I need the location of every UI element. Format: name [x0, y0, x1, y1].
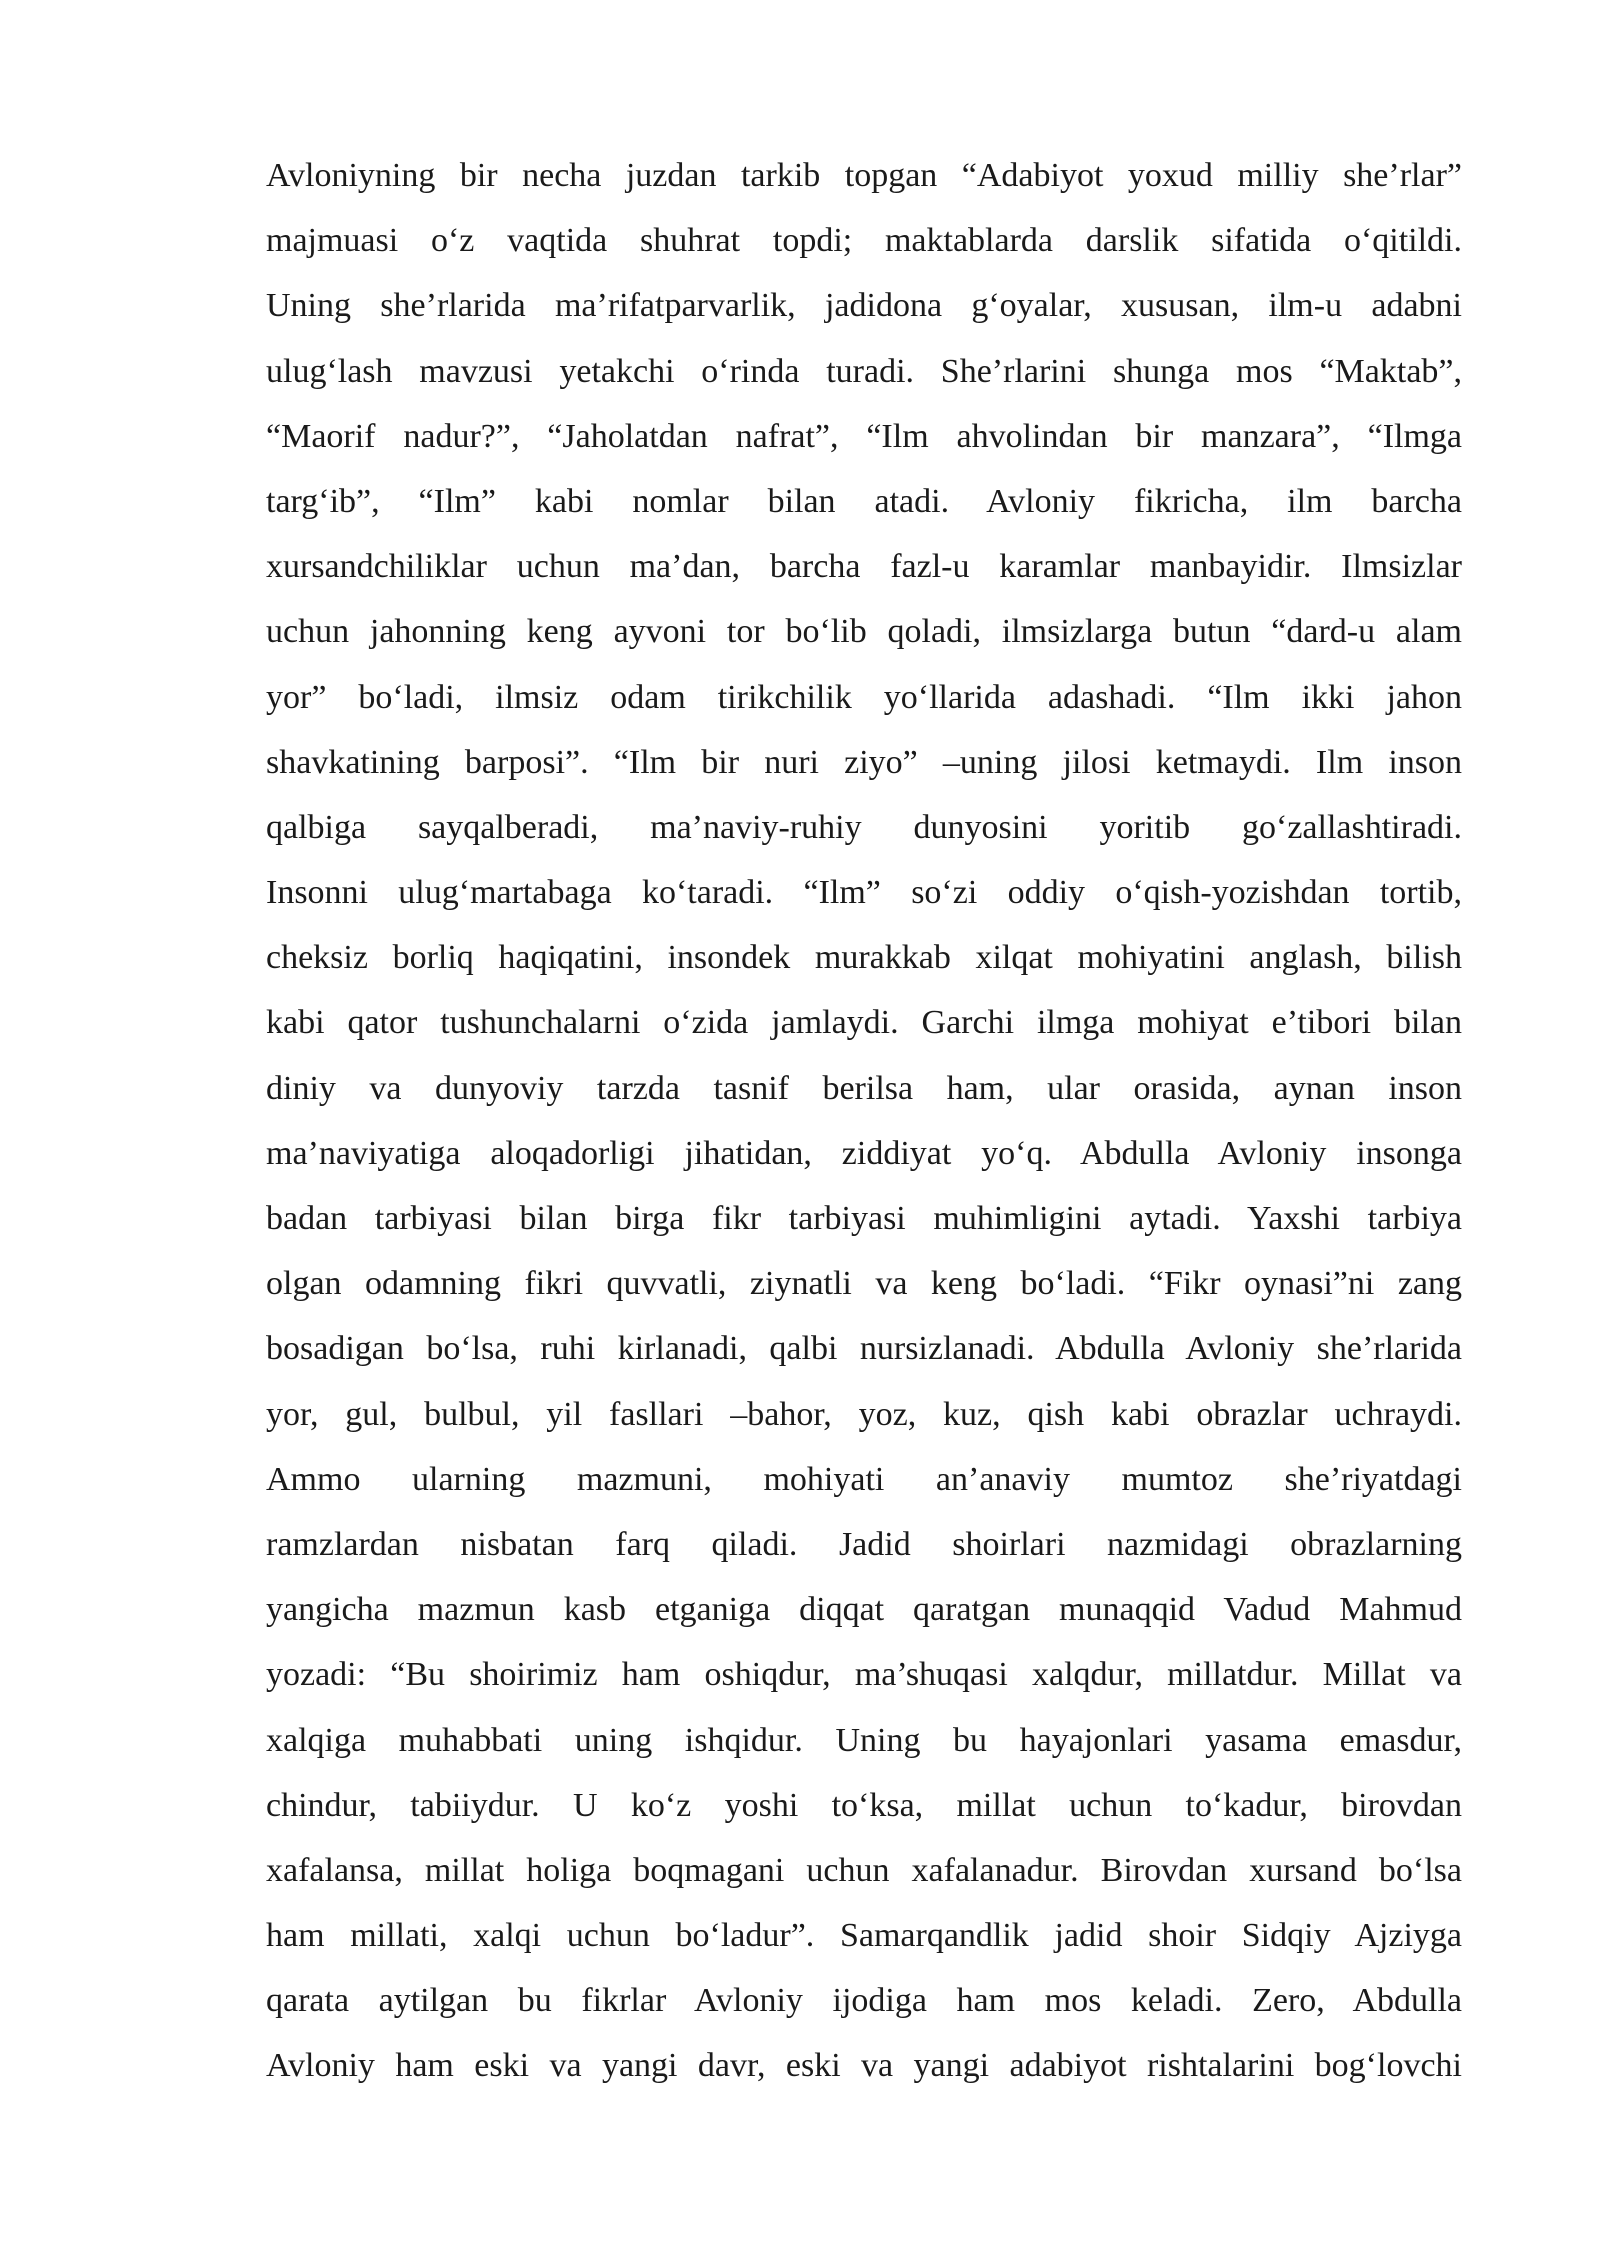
text-line: “Maorif nadur?”, “Jaholatdan nafrat”, “Ilm ahvolindan bir manzara”, “Ilmga: [266, 417, 1462, 455]
text-line: xafalansa, millat holiga boqmagani uchun xafalanadur. Birovdan xursand bo‘lsa: [266, 1851, 1462, 1889]
text-line: targ‘ib”, “Ilm” kabi nomlar bilan atadi. Avloniy fikricha, ilm barcha: [266, 482, 1462, 520]
text-line: Ammo ularning mazmuni, mohiyati an’anaviy mumtoz she’riyatdagi: [266, 1460, 1462, 1498]
text-line: ma’naviyatiga aloqadorligi jihatidan, ziddiyat yo‘q. Abdulla Avloniy insonga: [266, 1134, 1462, 1172]
text-line: yor” bo‘ladi, ilmsiz odam tirikchilik yo‘llarida adashadi. “Ilm ikki jahon: [266, 678, 1462, 716]
text-line: yangicha mazmun kasb etganiga diqqat qaratgan munaqqid Vadud Mahmud: [266, 1591, 1462, 1629]
text-line: Avloniyning bir necha juzdan tarkib topgan “Adabiyot yoxud milliy she’rlar”: [266, 157, 1462, 194]
text-line: xursandchiliklar uchun ma’dan, barcha fazl-u karamlar manbayidir. Ilmsizlar: [266, 548, 1462, 586]
text-line: majmuasi o‘z vaqtida shuhrat topdi; maktablarda darslik sifatida o‘qitildi.: [266, 222, 1462, 260]
text-line: ramzlardan nisbatan farq qiladi. Jadid shoirlari nazmidagi obrazlarning: [266, 1525, 1462, 1563]
text-line: badan tarbiyasi bilan birga fikr tarbiyasi muhimligini aytadi. Yaxshi tarbiya: [266, 1200, 1462, 1237]
text-line: Uning she’rlarida ma’rifatparvarlik, jadidona g‘oyalar, xususan, ilm-u adabni: [266, 287, 1462, 325]
text-line: yozadi: “Bu shoirimiz ham oshiqdur, ma’shuqasi xalqdur, millatdur. Millat va: [266, 1656, 1462, 1694]
text-line: qalbiga sayqalberadi, ma’naviy-ruhiy dunyosini yoritib go‘zallashtiradi.: [266, 808, 1462, 846]
text-line: cheksiz borliq haqiqatini, insondek murakkab xilqat mohiyatini anglash, bilish: [266, 939, 1462, 977]
text-line: Insonni ulug‘martabaga ko‘taradi. “Ilm” so‘zi oddiy o‘qish-yozishdan tortib,: [266, 874, 1462, 912]
text-line: Avloniy ham eski va yangi davr, eski va yangi adabiyot rishtalarini bog‘lovchi: [266, 2047, 1462, 2085]
text-line: qarata aytilgan bu fikrlar Avloniy ijodiga ham mos keladi. Zero, Abdulla: [266, 1982, 1462, 2020]
text-line: olgan odamning fikri quvvatli, ziynatli va keng bo‘ladi. “Fikr oynasi”ni zang: [266, 1265, 1462, 1303]
text-line: kabi qator tushunchalarni o‘zida jamlaydi. Garchi ilmga mohiyat e’tibori bilan: [266, 1004, 1462, 1042]
text-line: chindur, tabiiydur. U ko‘z yoshi to‘ksa, millat uchun to‘kadur, birovdan: [266, 1786, 1462, 1824]
text-line: uchun jahonning keng ayvoni tor bo‘lib qoladi, ilmsizlarga butun “dard-u alam: [266, 613, 1462, 651]
text-line: ham millati, xalqi uchun bo‘ladur”. Samarqandlik jadid shoir Sidqiy Ajziyga: [266, 1917, 1462, 1955]
text-line: diniy va dunyoviy tarzda tasnif berilsa ham, ular orasida, aynan inson: [266, 1069, 1462, 1107]
body-text: [266, 143, 1462, 2099]
text-line: yor, gul, bulbul, yil fasllari –bahor, yoz, kuz, qish kabi obrazlar uchraydi.: [266, 1395, 1462, 1433]
text-line: bosadigan bo‘lsa, ruhi kirlanadi, qalbi nursizlanadi. Abdulla Avloniy she’rlarida: [266, 1330, 1462, 1368]
text-line: shavkatining barposi”. “Ilm bir nuri ziyo” –uning jilosi ketmaydi. Ilm inson: [266, 743, 1462, 781]
text-line: ulug‘lash mavzusi yetakchi o‘rinda turadi. She’rlarini shunga mos “Maktab”,: [266, 352, 1462, 390]
text-line: xalqiga muhabbati uning ishqidur. Uning bu hayajonlari yasama emasdur,: [266, 1721, 1462, 1759]
